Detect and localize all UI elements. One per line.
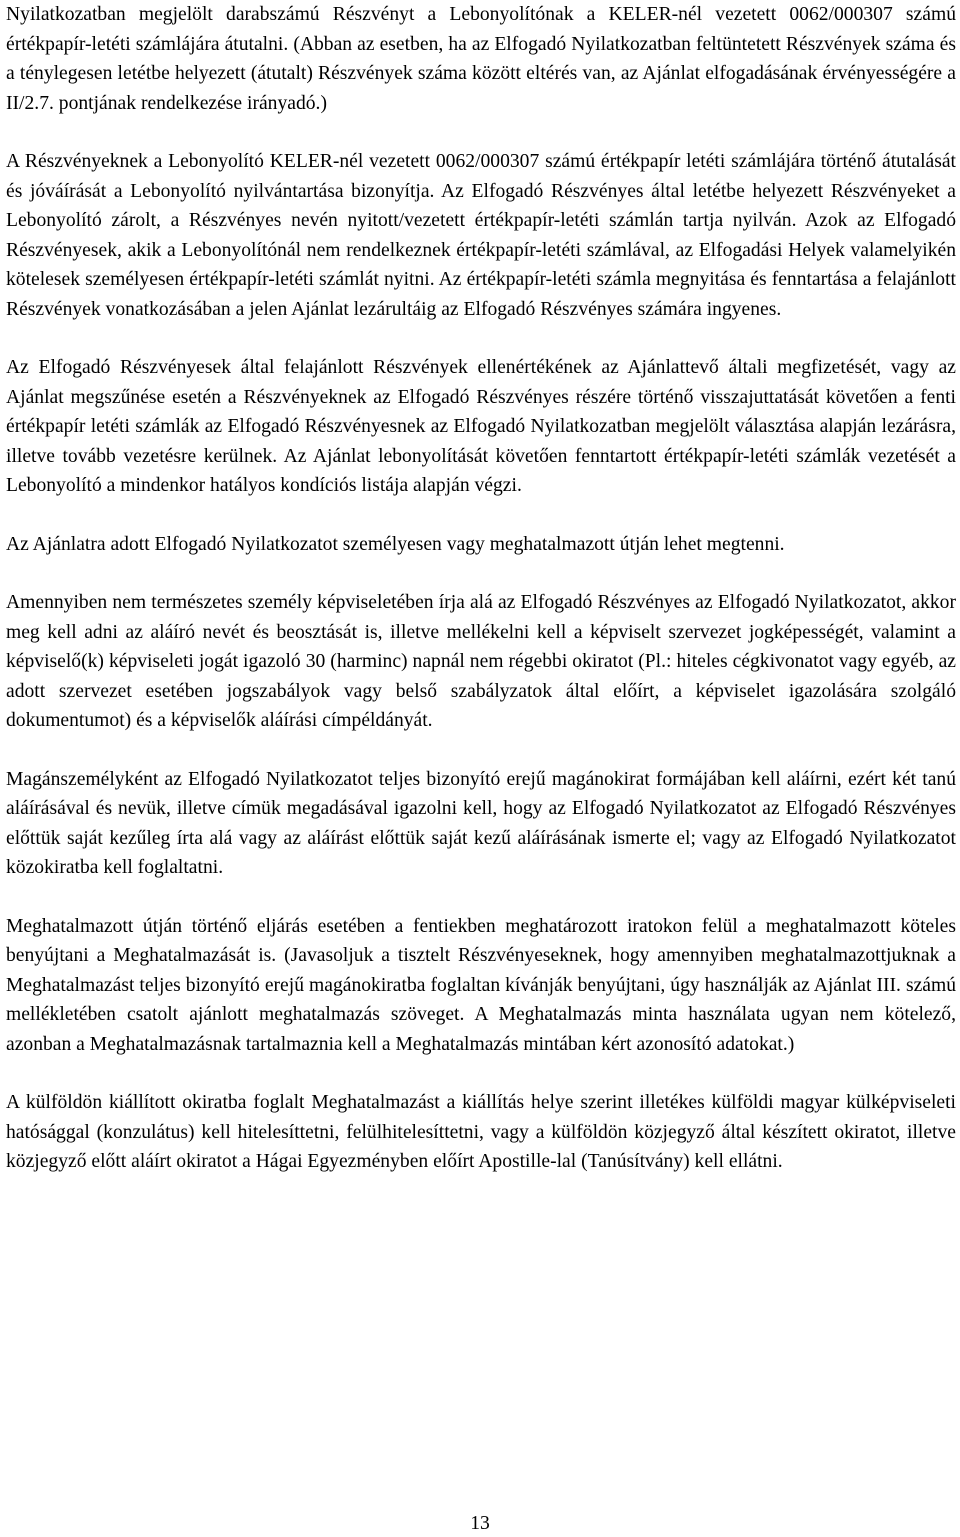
paragraph-share-transfer: Nyilatkozatban megjelölt darabszámú Részvényt a Lebonyolítónak a KELER-nél vezetett 0062/000307 számú értékpapír-letéti számlájára átutalni. (Abban az esetben, ha az Elfogadó Nyilatkozatban feltüntetett Részvények száma és a ténylegesen letétbe helyezett (átutalt) Részvények száma között eltérés van, az Ajánlat elfogadásának érvényességére a II/2.7. pontjának rendelkezése irányadó.) [6, 4, 956, 114]
paragraph-settlement: Az Elfogadó Részvényesek által felajánlott Részvények ellenértékének az Ajánlattevő általi megfizetését, vagy az Ajánlat megszűnése esetén a Részvényeknek az Elfogadó Részvényes részére történő visszajuttatását követően a fenti értékpapír letéti számlák az Elfogadó Részvényesnek az Elfogadó Nyilatkozatban megjelölt választása alapján lezárásra, illetve tovább vezetésre kerülnek. Az Ajánlat lebonyolítását követően fenntartott értékpapír-letéti számlák vezetését a Lebonyolító a mindenkor hatályos kondíciós listája alapján végzi. [6, 357, 956, 496]
document-body [6, 0, 956, 1206]
paragraph-keler-account: A Részvényeknek a Lebonyolító KELER-nél vezetett 0062/000307 számú értékpapír letéti számlájára történő átutalását és jóváírását a Lebonyolító nyilvántartása bizonyítja. Az Elfogadó Részvényes által letétbe helyezett Részvényeket a Lebonyolító zárolt, a Részvényes nevén nyitott/vezetett értékpapír-letéti számlán tartja nyilván. Azok az Elfogadó Részvényesek, akik a Lebonyolítónál nem rendelkeznek értékpapír-letéti számlával, az Elfogadási Helyek valamelyikén kötelesek személyesen értékpapír-letéti számlát nyitni. Az értékpapír-letéti számla megnyitása és fenntartása a felajánlott Részvények vonatkozásában a jelen Ajánlat lezárultáig az Elfogadó Részvényes számára ingyenes. [6, 151, 956, 320]
paragraph-acceptance-method: Az Ajánlatra adott Elfogadó Nyilatkozatot személyesen vagy meghatalmazott útján lehet megtenni. [6, 533, 785, 555]
paragraph-legal-entity: Amennyiben nem természetes személy képviseletében írja alá az Elfogadó Részvényes az Elfogadó Nyilatkozatot, akkor meg kell adni az aláíró nevét és beosztását is, illetve mellékelni kell a képviselt szervezet jogképességét, valamint a képviselő(k) képviseleti jogát igazoló 30 (harminc) napnál nem régebbi okiratot (Pl.: hiteles cégkivonatot vagy egyéb, az adott szervezet esetében jogszabályok vagy belső szabályzatok által előírt, a képviselet igazolására szolgáló dokumentumot) és a képviselők aláírási címpéldányát. [6, 592, 956, 731]
paragraph-proxy: Meghatalmazott útján történő eljárás esetében a fentiekben meghatározott iratokon felül a meghatalmazott köteles benyújtani a Meghatalmazását is. (Javasoljuk a tisztelt Részvényeseknek, hogy amennyiben meghatalmazottjuknak a Meghatalmazást teljes bizonyító erejű magánokiratba foglaltan kívánják benyújtani, úgy használják az Ajánlat III. számú mellékletében csatolt ajánlott meghatalmazás szöveget. A Meghatalmazás minta használata ugyan nem kötelező, azonban a Meghatalmazásnak tartalmaznia kell a Meghatalmazás mintában kért azonosító adatokat.) [6, 915, 956, 1055]
paragraph-private-person: Magánszemélyként az Elfogadó Nyilatkozatot teljes bizonyító erejű magánokirat formájában kell aláírni, ezért két tanú aláírásával és nevük, illetve címük megadásával igazolni kell, hogy az Elfogadó Nyilatkozatot az Elfogadó Részvényes előttük saját kezűleg írta alá vagy az aláírást előttük saját kezű aláírásának ismerte el; vagy az Elfogadó Nyilatkozatot közokiratba kell foglaltatni. [6, 768, 956, 878]
page-number: 13 [470, 1513, 490, 1534]
paragraph-foreign-documents: A külföldön kiállított okiratba foglalt Meghatalmazást a kiállítás helye szerint illetékes külföldi magyar külképviseleti hatósággal (konzulátus) kell hitelesíttetni, felülhitelesíttetni, vagy a külföldön közjegyző által készített okiratot, illetve közjegyző előtt aláírt okiratot a Hágai Egyezményben előírt Apostille-lal (Tanúsítvány) kell ellátni. [6, 1092, 956, 1172]
